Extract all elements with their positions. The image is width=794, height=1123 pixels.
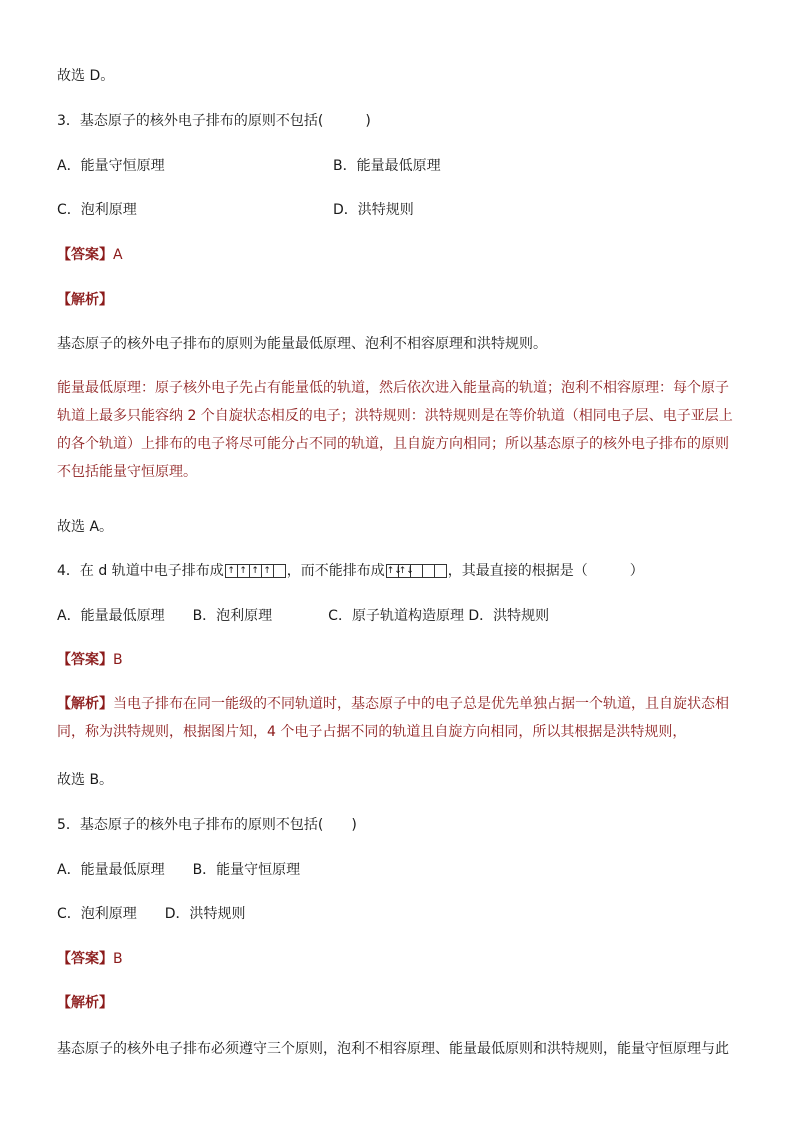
q4-select: 故选 B。 [57, 772, 114, 788]
q4-explanation-text: 当电子排布在同一能级的不同轨道时，基态原子中的电子总是优先单独占据一个轨道，且自旋状态相同，称为洪特规则，根据图片知，4 个电子占据不同的轨道且自旋方向相同，所以其根据是洪特规则， [57, 696, 729, 740]
q3-explanation-2: 能量最低原理：原子核外电子先占有能量低的轨道，然后依次进入能量高的轨道；泡利不相容原理：每个原子轨道上最多只能容纳 2 个自旋状态相反的电子；洪特规则：洪特规则是在等价轨道（相同电子层、电子亚层上的各个轨道）上排布的电子将尽可能分占不同的轨道，且自旋方向相同；所以基态原子的核外电子排布的原则不包括能量守恒原理。 [57, 380, 733, 480]
analysis-label: 【解析】 [57, 696, 113, 712]
orbital-cell: ↑ [238, 565, 250, 577]
orbital-cell: ↑ [226, 565, 238, 577]
q5-analysis-label: 【解析】 [57, 995, 113, 1011]
q5-explanation: 基态原子的核外电子排布必须遵守三个原则，泡利不相容原理、能量最低原则和洪特规则，能量守恒原理与此 [57, 1041, 729, 1057]
q5-options-cd: C．泡利原理 D．洪特规则 [57, 906, 246, 922]
orbital-cell [423, 565, 435, 577]
q3-explanation-1: 基态原子的核外电子排布的原则为能量最低原理、泡利不相容原理和洪特规则。 [57, 336, 547, 352]
q4-options: A．能量最低原理 B．泡利原理 C．原子轨道构造原理 D．洪特规则 [57, 608, 550, 624]
q3-answer [57, 245, 123, 265]
question-4 [57, 561, 644, 581]
answer-label: 【答案】 [57, 247, 113, 263]
q5-answer [57, 949, 123, 969]
q3-select: 故选 A。 [57, 519, 114, 535]
orbital-cell: ↑↓ [398, 566, 414, 576]
answer-value: B [113, 652, 123, 668]
answer-value: A [113, 247, 123, 263]
q3-analysis-label: 【解析】 [57, 292, 113, 308]
q4-text-pre: 4．在 d 轨道中电子排布成 [57, 563, 224, 579]
q4-answer [57, 650, 123, 670]
q3-option-b: B．能量最低原理 [333, 158, 441, 174]
question-5: 5．基态原子的核外电子排布的原则不包括( ) [57, 817, 357, 833]
q4-text-mid: ，而不能排布成 [286, 563, 385, 579]
q4-explanation [57, 690, 737, 746]
orbital-diagram-2 [386, 564, 447, 578]
orbital-cell: ↑ [262, 565, 274, 577]
orbital-cell [411, 565, 423, 577]
answer-value: B [113, 951, 123, 967]
q3-option-d: D．洪特规则 [333, 202, 414, 218]
orbital-cell [435, 565, 446, 577]
answer-label: 【答案】 [57, 951, 113, 967]
prev-answer-select: 故选 D。 [57, 68, 115, 84]
answer-label: 【答案】 [57, 652, 113, 668]
question-3: 3．基态原子的核外电子排布的原则不包括( ) [57, 113, 371, 129]
orbital-diagram-1 [225, 564, 286, 578]
orbital-cell: ↑ [250, 565, 262, 577]
orbital-cell [274, 565, 285, 577]
orbital-cell: ↑↓ [386, 566, 402, 576]
q4-text-post: ，其最直接的根据是（ ） [447, 563, 644, 579]
q3-option-c: C．泡利原理 [57, 202, 137, 218]
q3-option-a: A．能量守恒原理 [57, 158, 165, 174]
q5-options-ab: A．能量最低原理 B．能量守恒原理 [57, 862, 301, 878]
